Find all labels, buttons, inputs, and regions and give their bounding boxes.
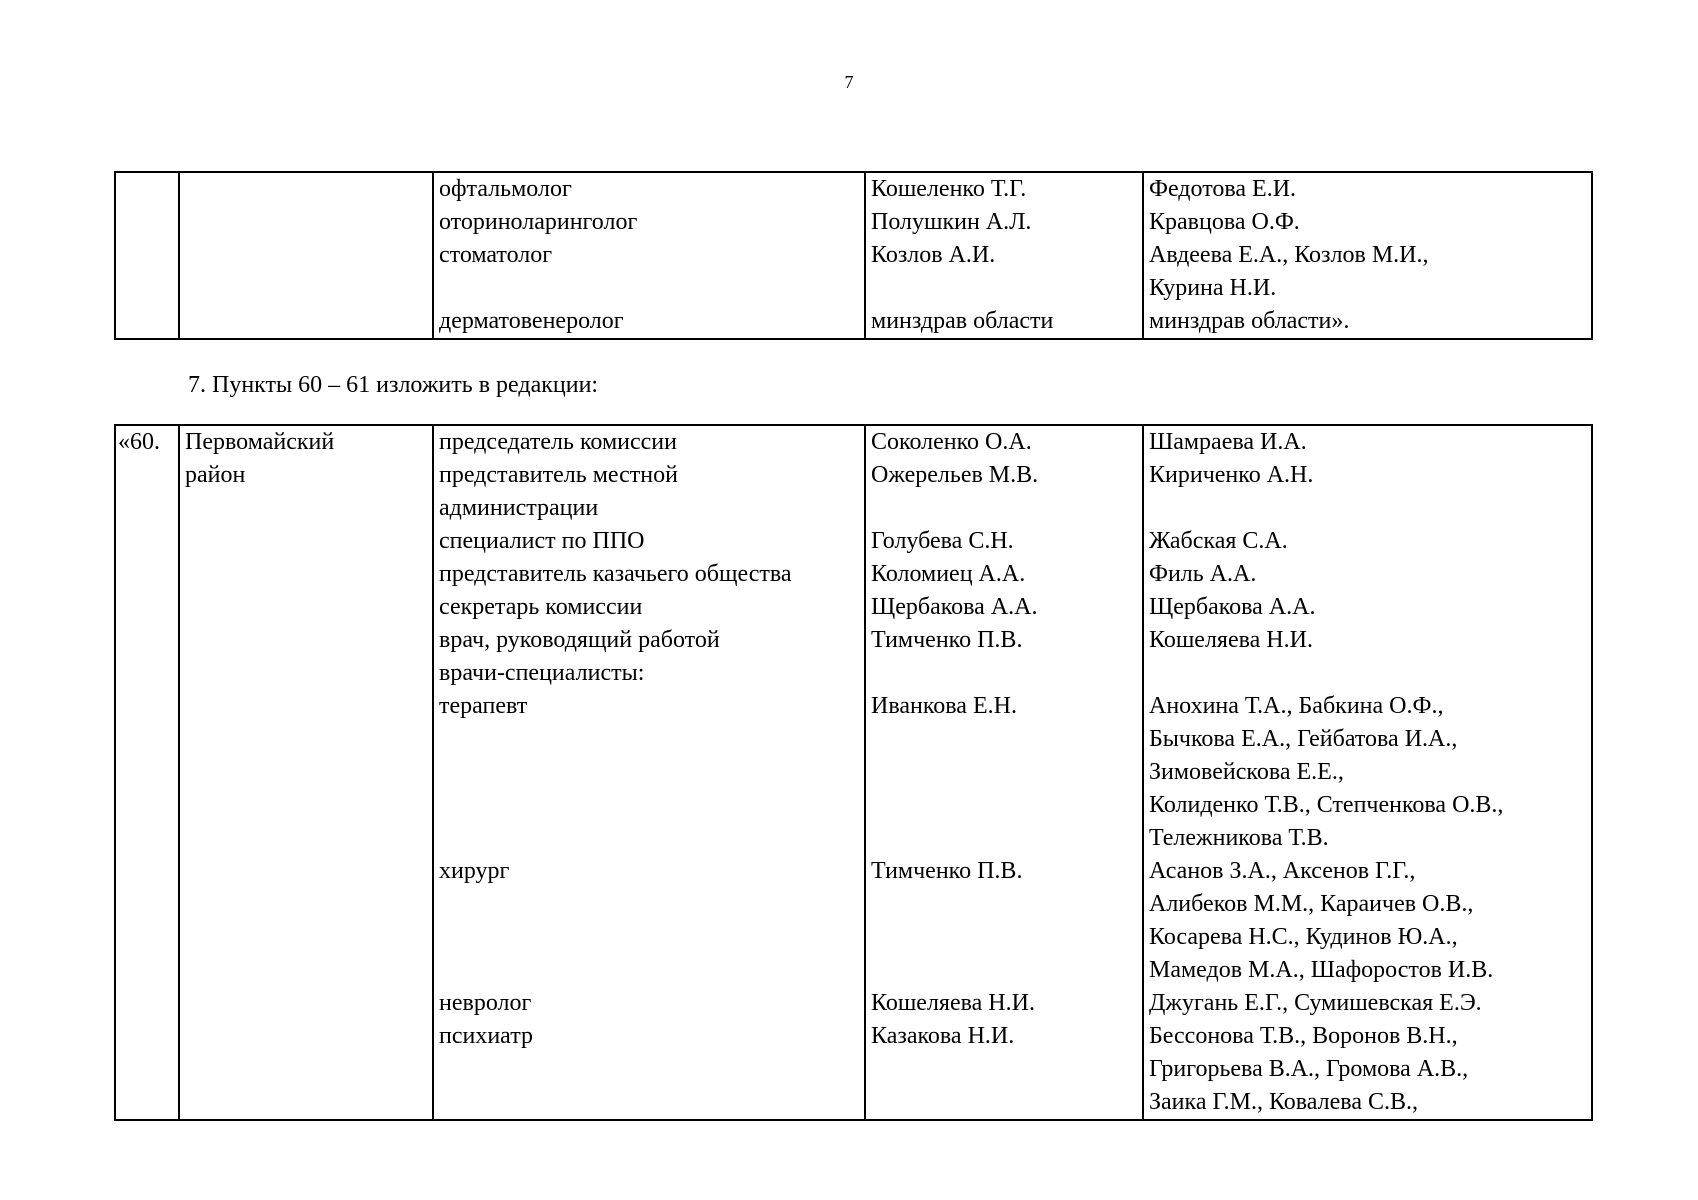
cell-line: Зимовейскова Е.Е., — [1149, 759, 1344, 785]
cell-line: Курина Н.И. — [1149, 275, 1277, 301]
cell-line: Заика Г.М., Ковалева С.В., — [1149, 1089, 1418, 1115]
cell-line: Кошеленко Т.Г. — [871, 176, 1027, 202]
cell-line — [439, 756, 859, 789]
reserve-member-cell — [1143, 172, 1592, 339]
cell-line: Жабская С.А. — [1149, 528, 1288, 554]
cell-line: невролог — [439, 990, 532, 1016]
cell-line — [871, 272, 1137, 305]
cell-line: Иванкова Е.Н. — [871, 693, 1017, 719]
cell-line: Кравцова О.Ф. — [1149, 209, 1300, 235]
cell-line — [871, 888, 1137, 921]
cell-line: представитель местной — [439, 462, 678, 488]
cell-line: Соколенко О.А. — [871, 429, 1032, 455]
cell-line: Алибеков М.М., Караичев О.В., — [1149, 891, 1474, 917]
cell-line: Тележникова Т.В. — [1149, 825, 1329, 851]
main-member-cell — [865, 425, 1143, 1120]
reserve-member-cell — [1143, 425, 1592, 1120]
cell-line: Коломиец А.А. — [871, 561, 1026, 587]
cell-line: Мамедов М.А., Шафоростов И.В. — [1149, 957, 1494, 983]
district-cell — [179, 172, 433, 339]
cell-line: Бычкова Е.А., Гейбатова И.А., — [1149, 726, 1458, 752]
cell-line — [871, 954, 1137, 987]
cell-line: врачи-специалисты: — [439, 660, 645, 686]
item-number: «60. — [118, 429, 160, 455]
cell-line: оториноларинголог — [439, 209, 638, 235]
cell-line — [439, 822, 859, 855]
cell-line — [871, 492, 1137, 525]
cell-line: Первомайский — [185, 429, 335, 455]
cell-line: Григорьева В.А., Громова А.В., — [1149, 1056, 1469, 1082]
cell-line — [871, 921, 1137, 954]
cell-line — [439, 723, 859, 756]
cell-line: Тимченко П.В. — [871, 858, 1023, 884]
cell-line: врач, руководящий работой — [439, 627, 720, 653]
cell-line: Кириченко А.Н. — [1149, 462, 1314, 488]
cell-line — [439, 1086, 859, 1119]
cell-line: район — [185, 462, 246, 488]
cell-line: Полушкин А.Л. — [871, 209, 1032, 235]
cell-line: Щербакова А.А. — [1149, 594, 1316, 620]
cell-line: Анохина Т.А., Бабкина О.Ф., — [1149, 693, 1444, 719]
cell-line — [871, 723, 1137, 756]
cell-line — [439, 789, 859, 822]
amendment-paragraph: 7. Пункты 60 – 61 изложить в редакции: — [188, 372, 599, 398]
cell-line: Кошеляева Н.И. — [1149, 627, 1313, 653]
cell-line: психиатр — [439, 1023, 533, 1049]
cell-line: Кошеляева Н.И. — [871, 990, 1035, 1016]
table-row — [115, 425, 1592, 1120]
cell-line: дерматовенеролог — [439, 308, 624, 334]
cell-line: терапевт — [439, 693, 528, 719]
cell-line: Федотова Е.И. — [1149, 176, 1297, 202]
cell-line: председатель комиссии — [439, 429, 677, 455]
cell-line: стоматолог — [439, 242, 553, 268]
cell-line: Шамраева И.А. — [1149, 429, 1307, 455]
cell-line: Голубева С.Н. — [871, 528, 1014, 554]
cell-line: представитель казачьего общества — [439, 561, 792, 587]
cell-line: Косарева Н.С., Кудинов Ю.А., — [1149, 924, 1458, 950]
cell-line: специалист по ППО — [439, 528, 645, 554]
cell-line: офтальмолог — [439, 176, 572, 202]
cell-line: администрации — [439, 495, 599, 521]
cell-line — [871, 756, 1137, 789]
commission-table-item-60 — [114, 424, 1593, 1121]
cell-line — [871, 657, 1137, 690]
cell-line — [439, 1053, 859, 1086]
cell-line: Козлов А.И. — [871, 242, 996, 268]
cell-line — [871, 1086, 1137, 1119]
table-row — [115, 172, 1592, 339]
cell-line: Бессонова Т.В., Воронов В.Н., — [1149, 1023, 1458, 1049]
cell-line: Филь А.А. — [1149, 561, 1257, 587]
cell-line: хирург — [439, 858, 510, 884]
cell-line: Ожерельев М.В. — [871, 462, 1039, 488]
cell-line — [439, 954, 859, 987]
cell-line — [871, 1053, 1137, 1086]
cell-line: минздрав области — [871, 308, 1054, 334]
main-member-cell — [865, 172, 1143, 339]
cell-line: Колиденко Т.В., Степченкова О.В., — [1149, 792, 1504, 818]
role-cell — [433, 172, 865, 339]
commission-table-continued — [114, 171, 1593, 340]
cell-line: Щербакова А.А. — [871, 594, 1038, 620]
cell-line — [439, 272, 859, 305]
number-cell — [115, 172, 179, 339]
cell-line: минздрав области». — [1149, 308, 1350, 334]
cell-line: секретарь комиссии — [439, 594, 643, 620]
number-cell — [115, 425, 179, 1120]
cell-line — [439, 921, 859, 954]
cell-line — [1149, 492, 1586, 525]
cell-line: Тимченко П.В. — [871, 627, 1023, 653]
role-cell — [433, 425, 865, 1120]
cell-line: Казакова Н.И. — [871, 1023, 1015, 1049]
cell-line: Авдеева Е.А., Козлов М.И., — [1149, 242, 1429, 268]
cell-line: Джугань Е.Г., Сумишевская Е.Э. — [1149, 990, 1482, 1016]
district-cell — [179, 425, 433, 1120]
page-number: 7 — [844, 72, 854, 92]
cell-line: Асанов З.А., Аксенов Г.Г., — [1149, 858, 1416, 884]
cell-line — [1149, 657, 1586, 690]
cell-line — [439, 888, 859, 921]
cell-line — [871, 822, 1137, 855]
cell-line — [871, 789, 1137, 822]
